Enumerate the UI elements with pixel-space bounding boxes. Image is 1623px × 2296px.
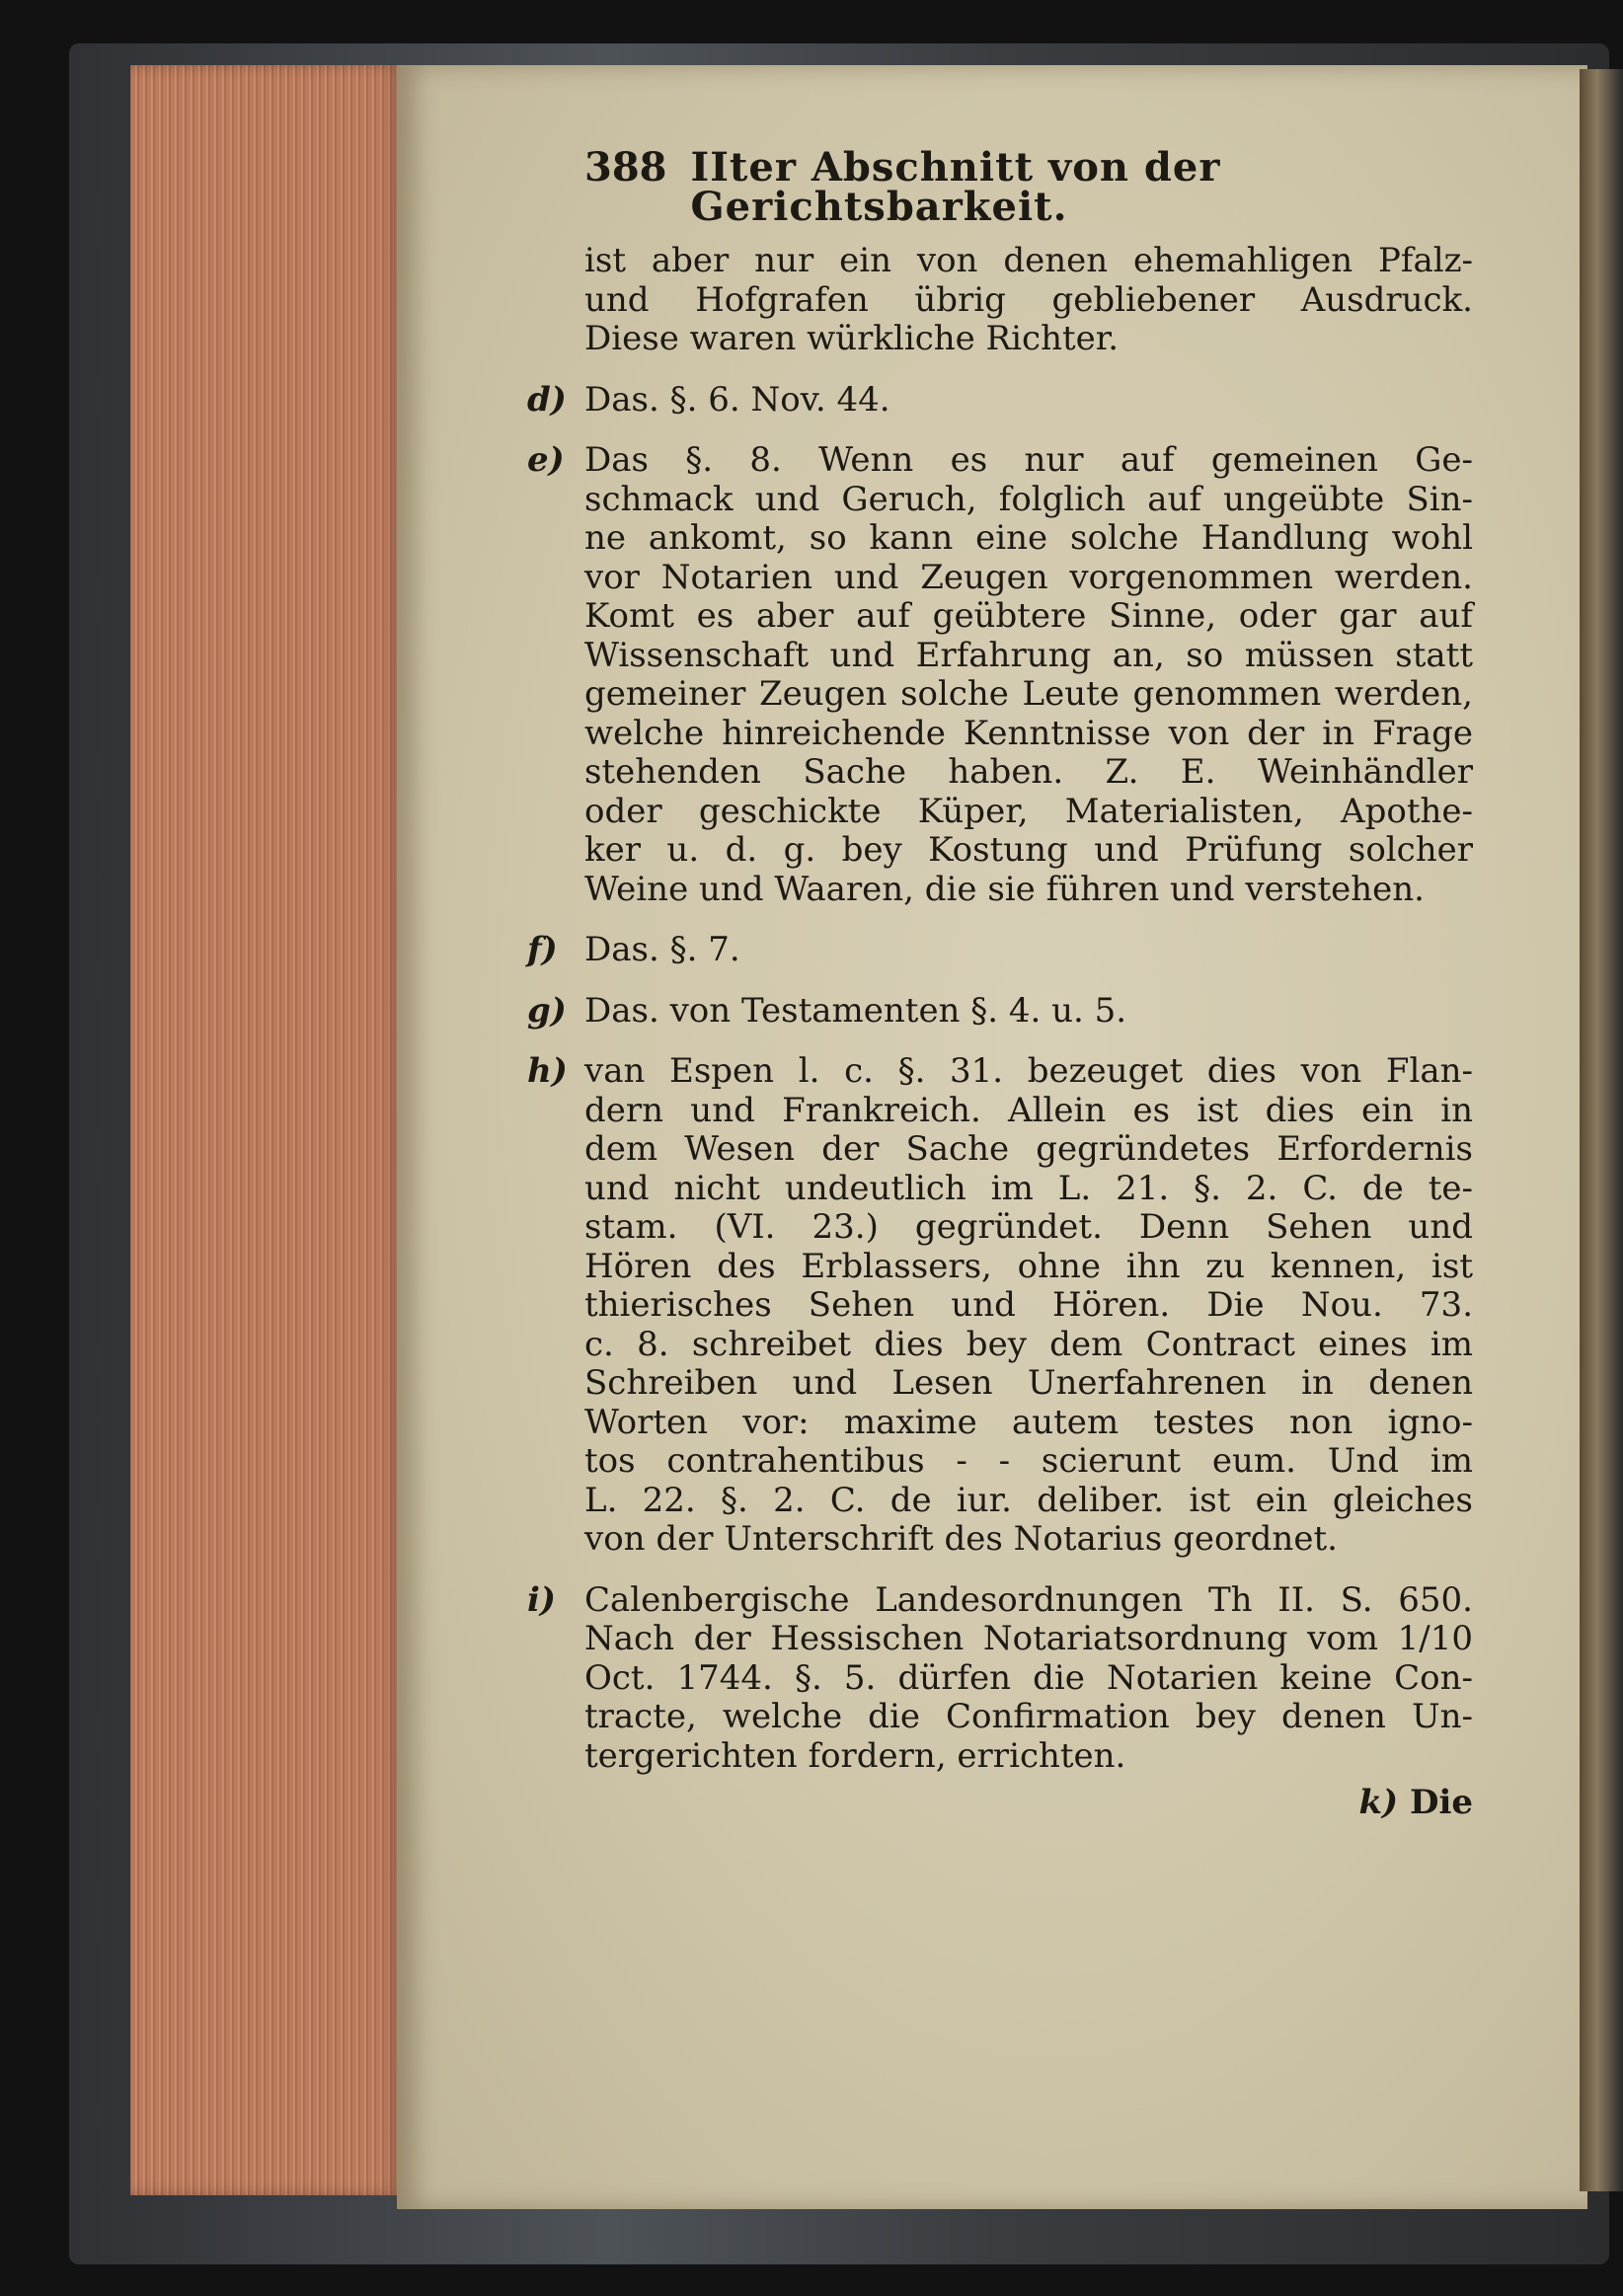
text-line: und Hofgrafen übrig gebliebener Ausdruck. xyxy=(584,279,1473,320)
running-title: IIter Abschnitt von der Gerichtsbarkeit. xyxy=(690,144,1221,230)
text-line: L. 22. §. 2. C. de iur. deliber. ist ein gleiches xyxy=(584,1480,1473,1520)
facing-page-edge xyxy=(1580,69,1623,2191)
footnote-marker: f) xyxy=(527,930,558,969)
text-line: oder geschickte Küper, Materialisten, Apothe- xyxy=(584,791,1473,831)
footnote-e xyxy=(527,440,1473,909)
page-content xyxy=(527,144,1473,1831)
catchword-text: Die xyxy=(1409,1783,1473,1822)
footnote-marker: d) xyxy=(527,379,567,420)
text-line: dem Wesen der Sache gegründetes Erfordernis xyxy=(584,1129,1473,1169)
text-line: gemeiner Zeugen solche Leute genommen werden, xyxy=(584,674,1473,714)
text-line: ne ankomt, so kann eine solche Handlung wohl xyxy=(584,518,1473,558)
running-header xyxy=(584,144,1473,230)
text-line: von der Unterschrift des Notarius geordnet. xyxy=(584,1519,1338,1559)
text-line: Das §. 8. Wenn es nur auf gemeinen Ge- xyxy=(584,440,1473,480)
text-line: vor Notarien und Zeugen vorgenommen werden. xyxy=(584,557,1473,597)
text-line: Nach der Hessischen Notariatsordnung vom 1/10 xyxy=(584,1619,1473,1658)
text-line: Komt es aber auf geübtere Sinne, oder gar auf xyxy=(584,596,1473,636)
footnote-f xyxy=(527,930,1473,970)
text-line: dern und Frankreich. Allein es ist dies ein in xyxy=(584,1090,1473,1130)
text-line: thierisches Sehen und Hören. Die Nou. 73. xyxy=(584,1285,1473,1325)
text-line: Das. §. 6. Nov. 44. xyxy=(584,379,890,420)
text-line: Weine und Waaren, die sie führen und verstehen. xyxy=(584,869,1425,909)
text-line: und nicht undeutlich im L. 21. §. 2. C. de te- xyxy=(584,1168,1473,1208)
footnote-marker: g) xyxy=(527,990,567,1031)
text-line: Worten vor: maxime autem testes non igno- xyxy=(584,1402,1473,1442)
text-line: stam. (VI. 23.) gegründet. Denn Sehen und xyxy=(584,1207,1473,1247)
text-line: Hören des Erblassers, ohne ihn zu kennen, ist xyxy=(584,1246,1473,1286)
catchword-marker: k) xyxy=(1358,1783,1399,1822)
footnote-h xyxy=(527,1051,1473,1560)
text-line: Das. von Testamenten §. 4. u. 5. xyxy=(584,990,1127,1031)
footnote-marker: h) xyxy=(527,1051,568,1091)
footnote-d xyxy=(527,379,1473,421)
text-line: Oct. 1744. §. 5. dürfen die Notarien keine Con- xyxy=(584,1657,1473,1698)
text-line: Schreiben und Lesen Unerfahrenen in denen xyxy=(584,1363,1473,1403)
footnote-marker: i) xyxy=(527,1579,557,1620)
text-line: Wissenschaft und Erfahrung an, so müssen statt xyxy=(584,635,1473,675)
text-line: tos contrahentibus - - scierunt eum. Und im xyxy=(584,1441,1473,1481)
intro-paragraph xyxy=(584,242,1473,359)
text-line: welche hinreichende Kenntnisse von der in Frage xyxy=(584,713,1473,753)
footnote-i xyxy=(527,1579,1473,1777)
catchword xyxy=(1358,1784,1473,1823)
text-line: Das. §. 7. xyxy=(584,930,740,969)
text-line: c. 8. schreibet dies bey dem Contract eines im xyxy=(584,1324,1473,1364)
text-line: tracte, welche die Confirmation bey denen Un- xyxy=(584,1697,1473,1736)
text-line: tergerichten fordern, errichten. xyxy=(584,1735,1126,1776)
text-line: van Espen l. c. §. 31. bezeuget dies von Flan- xyxy=(584,1051,1473,1091)
footnote-marker: e) xyxy=(527,440,565,480)
page-number: 388 xyxy=(584,144,667,191)
page-edges xyxy=(130,65,403,2195)
footnote-g xyxy=(527,990,1473,1032)
text-line: ker u. d. g. bey Kostung und Prüfung solcher xyxy=(584,830,1473,870)
text-line: stehenden Sache haben. Z. E. Weinhändler xyxy=(584,752,1473,792)
text-line: Diese waren würkliche Richter. xyxy=(584,319,1120,358)
text-line: ist aber nur ein von denen ehemahligen Pfalz- xyxy=(584,241,1473,280)
text-line: Calenbergische Landesordnungen Th II. S. 650. xyxy=(584,1579,1473,1620)
text-line: schmack und Geruch, folglich auf ungeübte Sin- xyxy=(584,479,1473,519)
